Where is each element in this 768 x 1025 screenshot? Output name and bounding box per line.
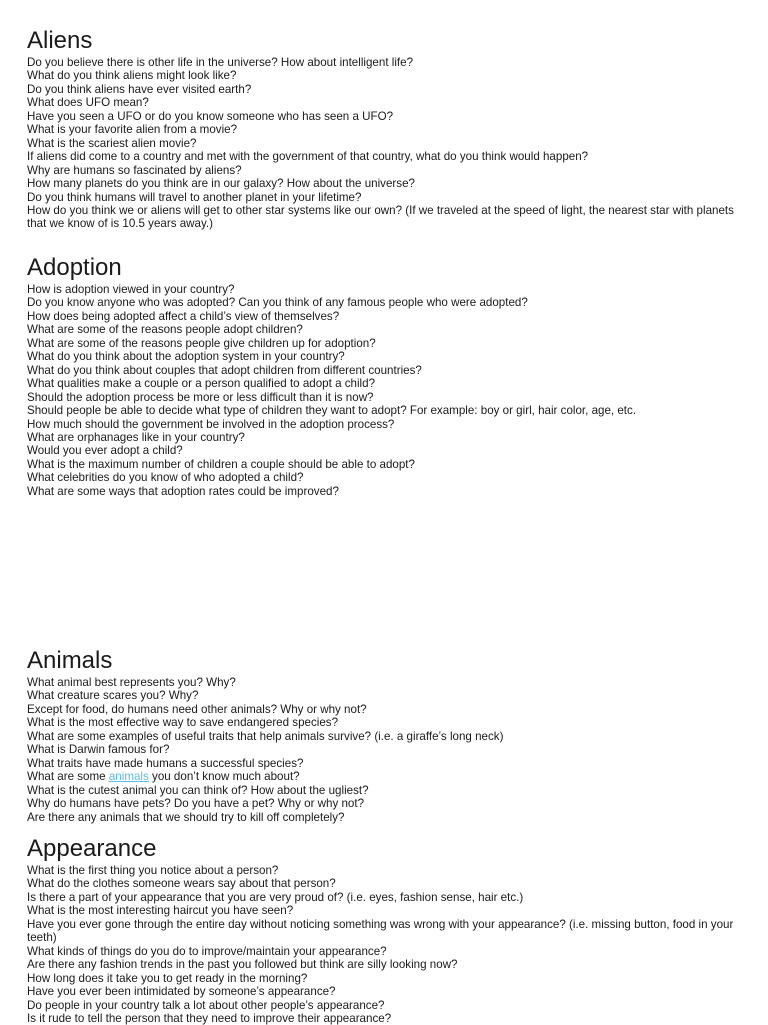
list-item: What do you think about couples that adopt children from different countries? xyxy=(27,363,422,377)
animals-link[interactable]: animals xyxy=(108,770,149,784)
list-item: What are orphanages like in your country? xyxy=(27,430,245,444)
section-title-aliens: Aliens xyxy=(27,27,93,54)
list-item: What is your favorite alien from a movie? xyxy=(27,123,238,137)
list-item: What is the cutest animal you can think of? How about the ugliest? xyxy=(27,783,369,797)
list-item: What is the maximum number of children a couple should be able to adopt? xyxy=(27,457,415,471)
list-item: Is it rude to tell the person that they need to improve their appearance? xyxy=(27,1011,392,1025)
list-item: Do you believe there is other life in the universe? How about intelligent life? xyxy=(27,56,414,69)
list-item: Why are humans so fascinated by aliens? xyxy=(27,163,242,177)
list-item: How does being adopted affect a child’s view of themselves? xyxy=(27,309,340,323)
section-appearance xyxy=(27,835,747,1025)
list-item: What do the clothes someone wears say about that person? xyxy=(27,877,336,891)
list-item: How much should the government be involved in the adoption process? xyxy=(27,417,395,431)
list-item: Should people be able to decide what type of children they want to adopt? For example: boy or girl, hair color, age, etc. xyxy=(27,404,637,418)
section-title-animals: Animals xyxy=(27,647,113,674)
list-item: What is the most effective way to save endangered species? xyxy=(27,716,339,730)
list-item: What is Darwin famous for? xyxy=(27,743,170,757)
list-item: What are some of the reasons people give children up for adoption? xyxy=(27,336,376,350)
list-item: If aliens did come to a country and met with the government of that country, what do you think would happen? xyxy=(27,150,589,164)
section-title-adoption: Adoption xyxy=(27,254,122,281)
list-item: Do you think humans will travel to another planet in your lifetime? xyxy=(27,190,362,204)
question-list-appearance xyxy=(27,864,747,1025)
list-item: What do you think aliens might look like? xyxy=(27,69,237,83)
list-item: Why do humans have pets? Do you have a pet? Why or why not? xyxy=(27,797,365,811)
list-item: What traits have made humans a successful species? xyxy=(27,756,304,770)
list-item: What does UFO mean? xyxy=(27,96,149,110)
list-item: What celebrities do you know of who adopted a child? xyxy=(27,471,304,485)
link-line-before: What are some xyxy=(27,770,109,784)
list-item: What are some of the reasons people adopt children? xyxy=(27,323,303,337)
list-item: What creature scares you? Why? xyxy=(27,689,199,703)
list-item: What do you think about the adoption system in your country? xyxy=(27,350,345,364)
list-item: What is the first thing you notice about a person? xyxy=(27,864,279,877)
list-item: Are there any animals that we should try to kill off completely? xyxy=(27,810,345,824)
list-item: What are some ways that adoption rates could be improved? xyxy=(27,484,339,498)
section-aliens xyxy=(27,27,747,231)
question-list-adoption xyxy=(27,283,747,498)
section-adoption xyxy=(27,254,747,498)
list-item: What animal best represents you? Why? xyxy=(27,676,236,689)
list-item: Would you ever adopt a child? xyxy=(27,444,183,458)
list-item: Are there any fashion trends in the past you followed but think are silly looking now? xyxy=(27,958,458,972)
list-item: How long does it take you to get ready in the morning? xyxy=(27,971,308,985)
list-item: What qualities make a couple or a person qualified to adopt a child? xyxy=(27,377,376,391)
list-item: How do you think we or aliens will get to other star systems like our own? (If we traveled at the speed of light, the nearest star with planets that we know of is 10.5 years away.) xyxy=(27,203,734,231)
list-item: What kinds of things do you do to improve/maintain your appearance? xyxy=(27,944,387,958)
list-item: What is the scariest alien movie? xyxy=(27,136,197,150)
section-title-appearance: Appearance xyxy=(27,835,157,862)
list-item: Do you think aliens have ever visited earth? xyxy=(27,82,252,96)
link-line-after: you don’t know much about? xyxy=(148,770,300,784)
list-item: Should the adoption process be more or less difficult than it is now? xyxy=(27,390,374,404)
list-item: Do you know anyone who was adopted? Can you think of any famous people who were adopted? xyxy=(27,296,528,310)
list-item: Have you ever been intimidated by someone’s appearance? xyxy=(27,985,336,999)
list-item-with-link xyxy=(27,770,747,783)
list-item: What is the most interesting haircut you have seen? xyxy=(27,904,294,918)
question-list-aliens xyxy=(27,56,747,231)
list-item: How is adoption viewed in your country? xyxy=(27,283,235,296)
list-item: Have you seen a UFO or do you know someone who has seen a UFO? xyxy=(27,109,394,123)
list-item: What are some examples of useful traits that help animals survive? (i.e. a giraffe’s long neck) xyxy=(27,729,504,743)
list-item: Except for food, do humans need other animals? Why or why not? xyxy=(27,702,367,716)
list-item: How many planets do you think are in our galaxy? How about the universe? xyxy=(27,177,415,191)
list-item: Do people in your country talk a lot about other people’s appearance? xyxy=(27,998,385,1012)
list-item: Have you ever gone through the entire day without noticing something was wrong with your appearance? (i.e. missing button, food in your teeth) xyxy=(27,917,734,945)
question-list-animals xyxy=(27,676,747,824)
section-animals xyxy=(27,647,747,824)
list-item: Is there a part of your appearance that you are very proud of? (i.e. eyes, fashion sense, hair etc.) xyxy=(27,890,524,904)
